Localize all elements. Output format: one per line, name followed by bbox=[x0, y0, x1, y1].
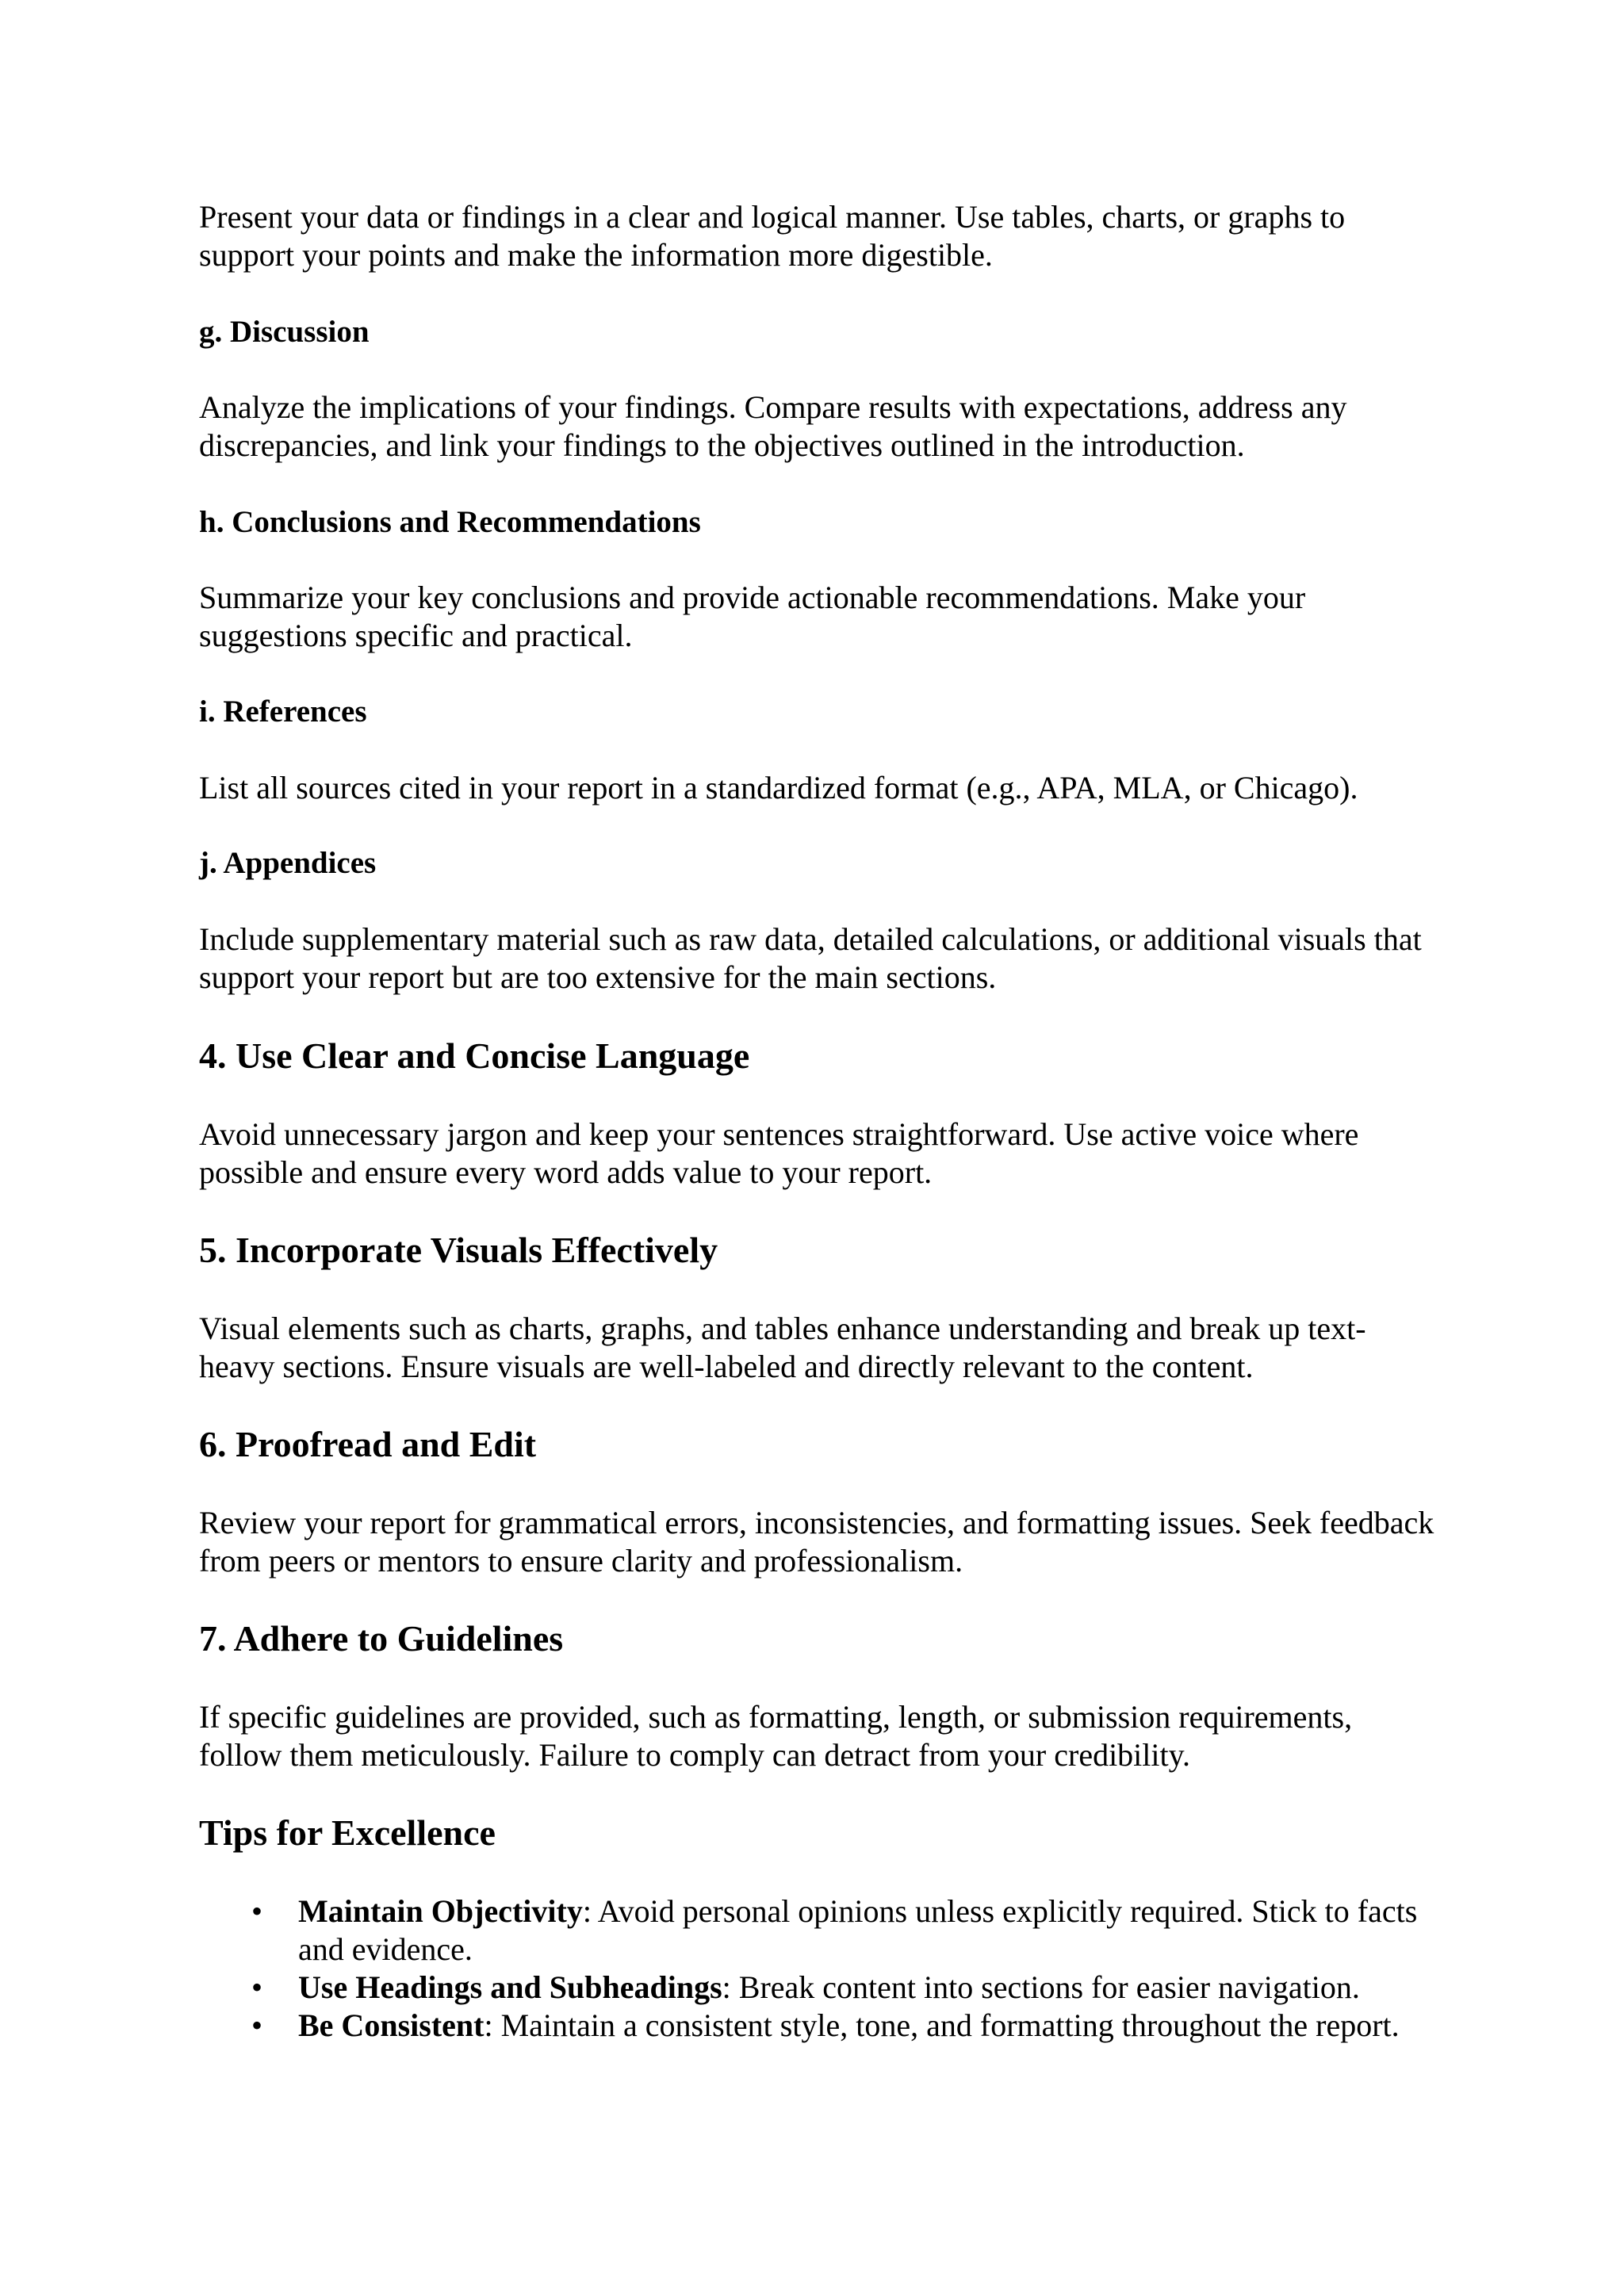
visuals-paragraph: Visual elements such as charts, graphs, and tables enhance understanding and break up text-heavy sections. Ensure visuals are well-labeled and directly relevant to the content. bbox=[199, 1311, 1366, 1384]
appendices-paragraph: Include supplementary material such as raw data, detailed calculations, or additional visuals that support your report but are too extensive for the main sections. bbox=[199, 921, 1422, 995]
references-heading: i. References bbox=[199, 695, 367, 729]
tip-term: Use Headings and Subheadings bbox=[298, 1969, 722, 2005]
proofread-paragraph: Review your report for grammatical errors, inconsistencies, and formatting issues. Seek feedback from peers or mentors to ensure clarity and professionalism. bbox=[199, 1505, 1434, 1578]
appendices-heading: j. Appendices bbox=[199, 846, 377, 880]
tip-term: Be Consistent bbox=[298, 2007, 485, 2043]
guidelines-heading: 7. Adhere to Guidelines bbox=[199, 1618, 564, 1659]
bullet-icon: • bbox=[251, 2007, 263, 2043]
bullet-icon: • bbox=[251, 1893, 263, 1929]
tip-text: : Maintain a consistent style, tone, and formatting throughout the report. bbox=[484, 2007, 1400, 2043]
list-item bbox=[199, 1969, 1436, 2007]
conclusions-paragraph: Summarize your key conclusions and provide actionable recommendations. Make your suggestions specific and practical. bbox=[199, 580, 1306, 653]
tip-term: Maintain Objectivity bbox=[298, 1893, 583, 1929]
bullet-icon: • bbox=[251, 1969, 263, 2005]
tip-text: : Avoid personal opinions unless explicitly required. Stick to facts and evidence. bbox=[298, 1893, 1418, 1967]
language-paragraph: Avoid unnecessary jargon and keep your sentences straightforward. Use active voice where possible and ensure every word adds value to your report. bbox=[199, 1116, 1359, 1190]
language-heading: 4. Use Clear and Concise Language bbox=[199, 1035, 750, 1076]
guidelines-paragraph: If specific guidelines are provided, such as formatting, length, or submission requirements, follow them meticulously. Failure to comply can detract from your credibility. bbox=[199, 1699, 1353, 1773]
list-item bbox=[199, 2007, 1436, 2045]
tips-list bbox=[199, 1892, 1436, 2045]
list-item bbox=[199, 1892, 1436, 1969]
proofread-heading: 6. Proofread and Edit bbox=[199, 1424, 537, 1464]
tip-text: : Break content into sections for easier navigation. bbox=[722, 1969, 1360, 2005]
discussion-heading: g. Discussion bbox=[199, 315, 370, 349]
visuals-heading: 5. Incorporate Visuals Effectively bbox=[199, 1230, 718, 1270]
results-paragraph: Present your data or findings in a clear and logical manner. Use tables, charts, or graphs to support your points and make the information more digestible. bbox=[199, 199, 1346, 273]
references-paragraph: List all sources cited in your report in a standardized format (e.g., APA, MLA, or Chicago). bbox=[199, 770, 1358, 806]
conclusions-heading: h. Conclusions and Recommendations bbox=[199, 505, 701, 539]
discussion-paragraph: Analyze the implications of your findings. Compare results with expectations, address any discrepancies, and link your findings to the objectives outlined in the introduction. bbox=[199, 389, 1347, 463]
tips-heading: Tips for Excellence bbox=[199, 1812, 496, 1853]
